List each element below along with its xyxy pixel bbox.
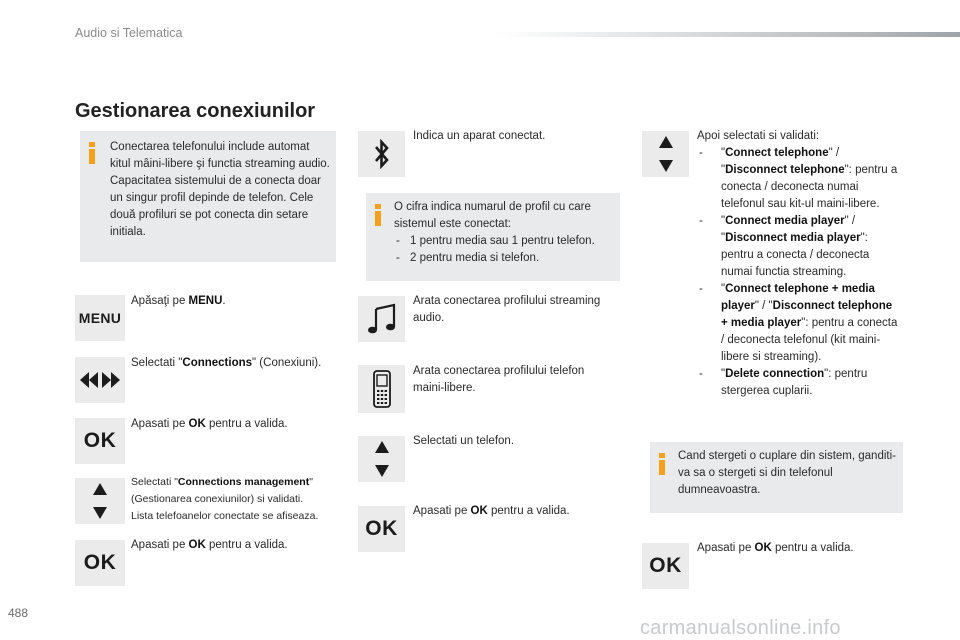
up-down-tile [642,131,689,177]
info-icon [89,142,95,164]
bluetooth-icon [374,139,390,169]
list-item: - "Connect telephone + media player" / "Disconnect telephone + media player": pentru a conecta / deconecta telefonul (kit maini-libere si streaming). [697,281,902,366]
music-description: Arata conectarea profilului streaming audio. [413,295,601,324]
section-title: Gestionarea conexiunilor [75,100,316,122]
up-down-tile [358,436,405,482]
list-item: - 1 pentru media sau 1 pentru telefon. [394,233,616,250]
phone-description: Arata conectarea profilului telefon maini-libere. [413,365,585,394]
step-select-phone: Selectati un telefon. [413,435,515,447]
list-item: - "Delete connection": pentru stergerea cuplarii. [697,366,902,400]
page-number: 488 [8,606,29,620]
info-text: Cand stergeti o cuplare din sistem, ganditi-va sa o stergeti si din telefonul dumneavoastra. [678,450,896,496]
ok-tile [642,543,689,589]
step-validate-2: Apasati pe OK pentru a valida. [131,539,288,551]
options-list [697,145,902,400]
ok-tile [358,506,405,552]
bluetooth-tile [358,131,405,177]
ok-tile [75,418,125,464]
list-item: - "Connect media player" / "Disconnect media player": pentru a conecta / deconecta numai functia streaming. [697,213,902,281]
info-box-delete-pairing [650,442,903,513]
up-down-arrows-icon [374,441,390,477]
menu-label: MENU [78,310,122,326]
step-validate-1: Apasati pe OK pentru a valida. [131,418,288,430]
options-intro: Apoi selectati si validati: [697,130,820,142]
list-item: - 2 pentru media si telefon. [394,250,616,267]
profile-count-list [394,233,616,267]
ok-label: OK [649,554,682,577]
bluetooth-description: Indica un aparat conectat. [413,130,546,142]
step-select-connections: Selectati "Connections" (Conexiuni). [131,357,322,369]
step-press-menu: Apăsaţi pe MENU. [131,295,226,307]
ok-label: OK [365,517,398,540]
ok-label: OK [83,551,117,574]
connection-options [697,128,902,400]
step-validate-4: Apasati pe OK pentru a valida. [697,542,854,554]
info-icon [659,453,665,475]
up-down-arrows-icon [92,483,108,519]
info-text: O cifra indica numarul de profil cu care sistemul este conectat: [394,201,591,230]
menu-button-tile [75,295,125,341]
up-down-tile [75,478,125,524]
info-box-profiles [80,131,336,262]
step-validate-3: Apasati pe OK pentru a valida. [413,505,570,517]
running-header: Audio si Telematica [75,26,183,40]
phone-tile [358,365,405,413]
step-connections-management: Selectati "Connections management" (Gestionarea conexiunilor) si validati. Lista telefoanelor conectate se afiseaza. [131,476,319,522]
ok-tile [75,540,125,586]
info-box-profile-number [366,193,620,281]
info-text: Conectarea telefonului include automat kitul mâini-libere şi functia streaming audio. Capacitatea sistemului de a conecta doar un singur profil depinde de telefon. Cele două profiluri se pot conecta din setare initiala. [110,141,330,238]
music-tile [358,296,405,342]
info-icon [375,204,381,226]
header-rule [495,32,960,37]
music-note-icon [367,303,397,335]
list-item: - "Connect telephone" / "Disconnect telephone": pentru a conecta / deconecta numai telefonul sau kit-ul maini-libere. [697,145,902,213]
prev-next-tile [75,357,125,403]
mobile-phone-icon [373,370,391,408]
watermark: carmanualsonline.info [640,617,841,639]
previous-next-arrows-icon [78,372,122,388]
ok-label: OK [83,429,117,452]
up-down-arrows-icon [658,136,674,172]
